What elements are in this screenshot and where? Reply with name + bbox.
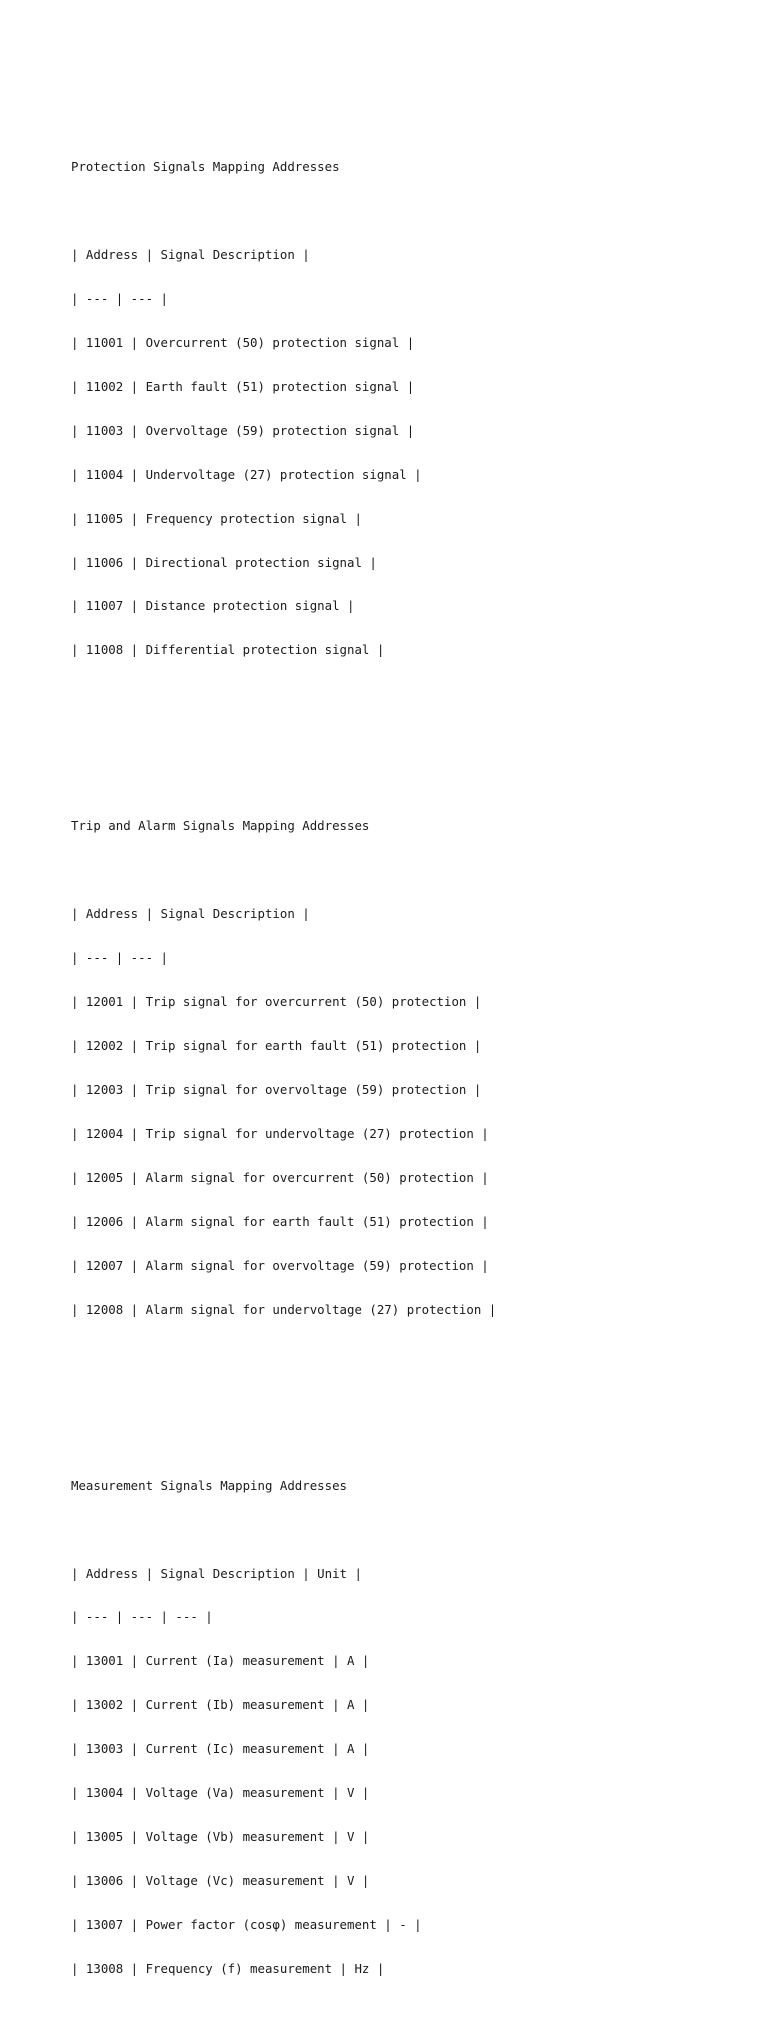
- table-row: | 12008 | Alarm signal for undervoltage (27) protection |: [71, 1301, 497, 1317]
- table-row: | 11004 | Undervoltage (27) protection signal |: [71, 466, 422, 482]
- table-row: | 12001 | Trip signal for overcurrent (50) protection |: [71, 994, 482, 1010]
- table-row: | 13004 | Voltage (Va) measurement | V |: [71, 1785, 370, 1801]
- spacer: [71, 1376, 496, 1391]
- table-row: | 13003 | Current (Ic) measurement | A |: [71, 1741, 370, 1757]
- table-separator: | --- | --- | --- |: [71, 1609, 213, 1625]
- table-row: | 13001 | Current (Ia) measurement | A |: [71, 1653, 370, 1669]
- section-title: Measurement Signals Mapping Addresses: [71, 1477, 348, 1493]
- table-row: | 13002 | Current (Ib) measurement | A |: [71, 1697, 370, 1713]
- table-row: | 12006 | Alarm signal for earth fault (51) protection |: [71, 1213, 489, 1229]
- table-row: | 11001 | Overcurrent (50) protection signal |: [71, 334, 415, 350]
- table-row: | 11008 | Differential protection signal |: [71, 642, 385, 658]
- table-row: | 13008 | Frequency (f) measurement | Hz |: [71, 1961, 385, 1977]
- spacer: [71, 1523, 496, 1538]
- table-row: | 11007 | Distance protection signal |: [71, 598, 355, 614]
- table-row: | 13006 | Voltage (Vc) measurement | V |: [71, 1873, 370, 1889]
- table-header: | Address | Signal Description |: [71, 246, 310, 262]
- table-row: | 12005 | Alarm signal for overcurrent (50) protection |: [71, 1169, 489, 1185]
- section-protection-signals: [71, 131, 496, 688]
- table-row: | 13005 | Voltage (Vb) measurement | V |: [71, 1829, 370, 1845]
- table-row: | 13007 | Power factor (cosφ) measurement | - |: [71, 1917, 422, 1933]
- spacer: [71, 863, 496, 878]
- table-row: | 11005 | Frequency protection signal |: [71, 510, 362, 526]
- document-body: [71, 72, 496, 2035]
- table-row: | 12007 | Alarm signal for overvoltage (59) protection |: [71, 1257, 489, 1273]
- table-row: | 12003 | Trip signal for overvoltage (59) protection |: [71, 1081, 482, 1097]
- table-row: | 12002 | Trip signal for earth fault (51) protection |: [71, 1038, 482, 1054]
- section-measurement-signals: [71, 1449, 496, 2006]
- section-title: Trip and Alarm Signals Mapping Addresses: [71, 818, 370, 834]
- section-title: Protection Signals Mapping Addresses: [71, 158, 340, 174]
- spacer: [71, 717, 496, 732]
- table-header: | Address | Signal Description | Unit |: [71, 1565, 362, 1581]
- table-row: | 12004 | Trip signal for undervoltage (27) protection |: [71, 1125, 489, 1141]
- table-separator: | --- | --- |: [71, 950, 168, 966]
- table-header: | Address | Signal Description |: [71, 906, 310, 922]
- table-separator: | --- | --- |: [71, 290, 168, 306]
- spacer: [71, 204, 496, 219]
- table-row: | 11006 | Directional protection signal |: [71, 554, 377, 570]
- table-row: | 11003 | Overvoltage (59) protection signal |: [71, 422, 415, 438]
- table-row: | 11002 | Earth fault (51) protection signal |: [71, 378, 415, 394]
- section-trip-alarm-signals: [71, 790, 496, 1347]
